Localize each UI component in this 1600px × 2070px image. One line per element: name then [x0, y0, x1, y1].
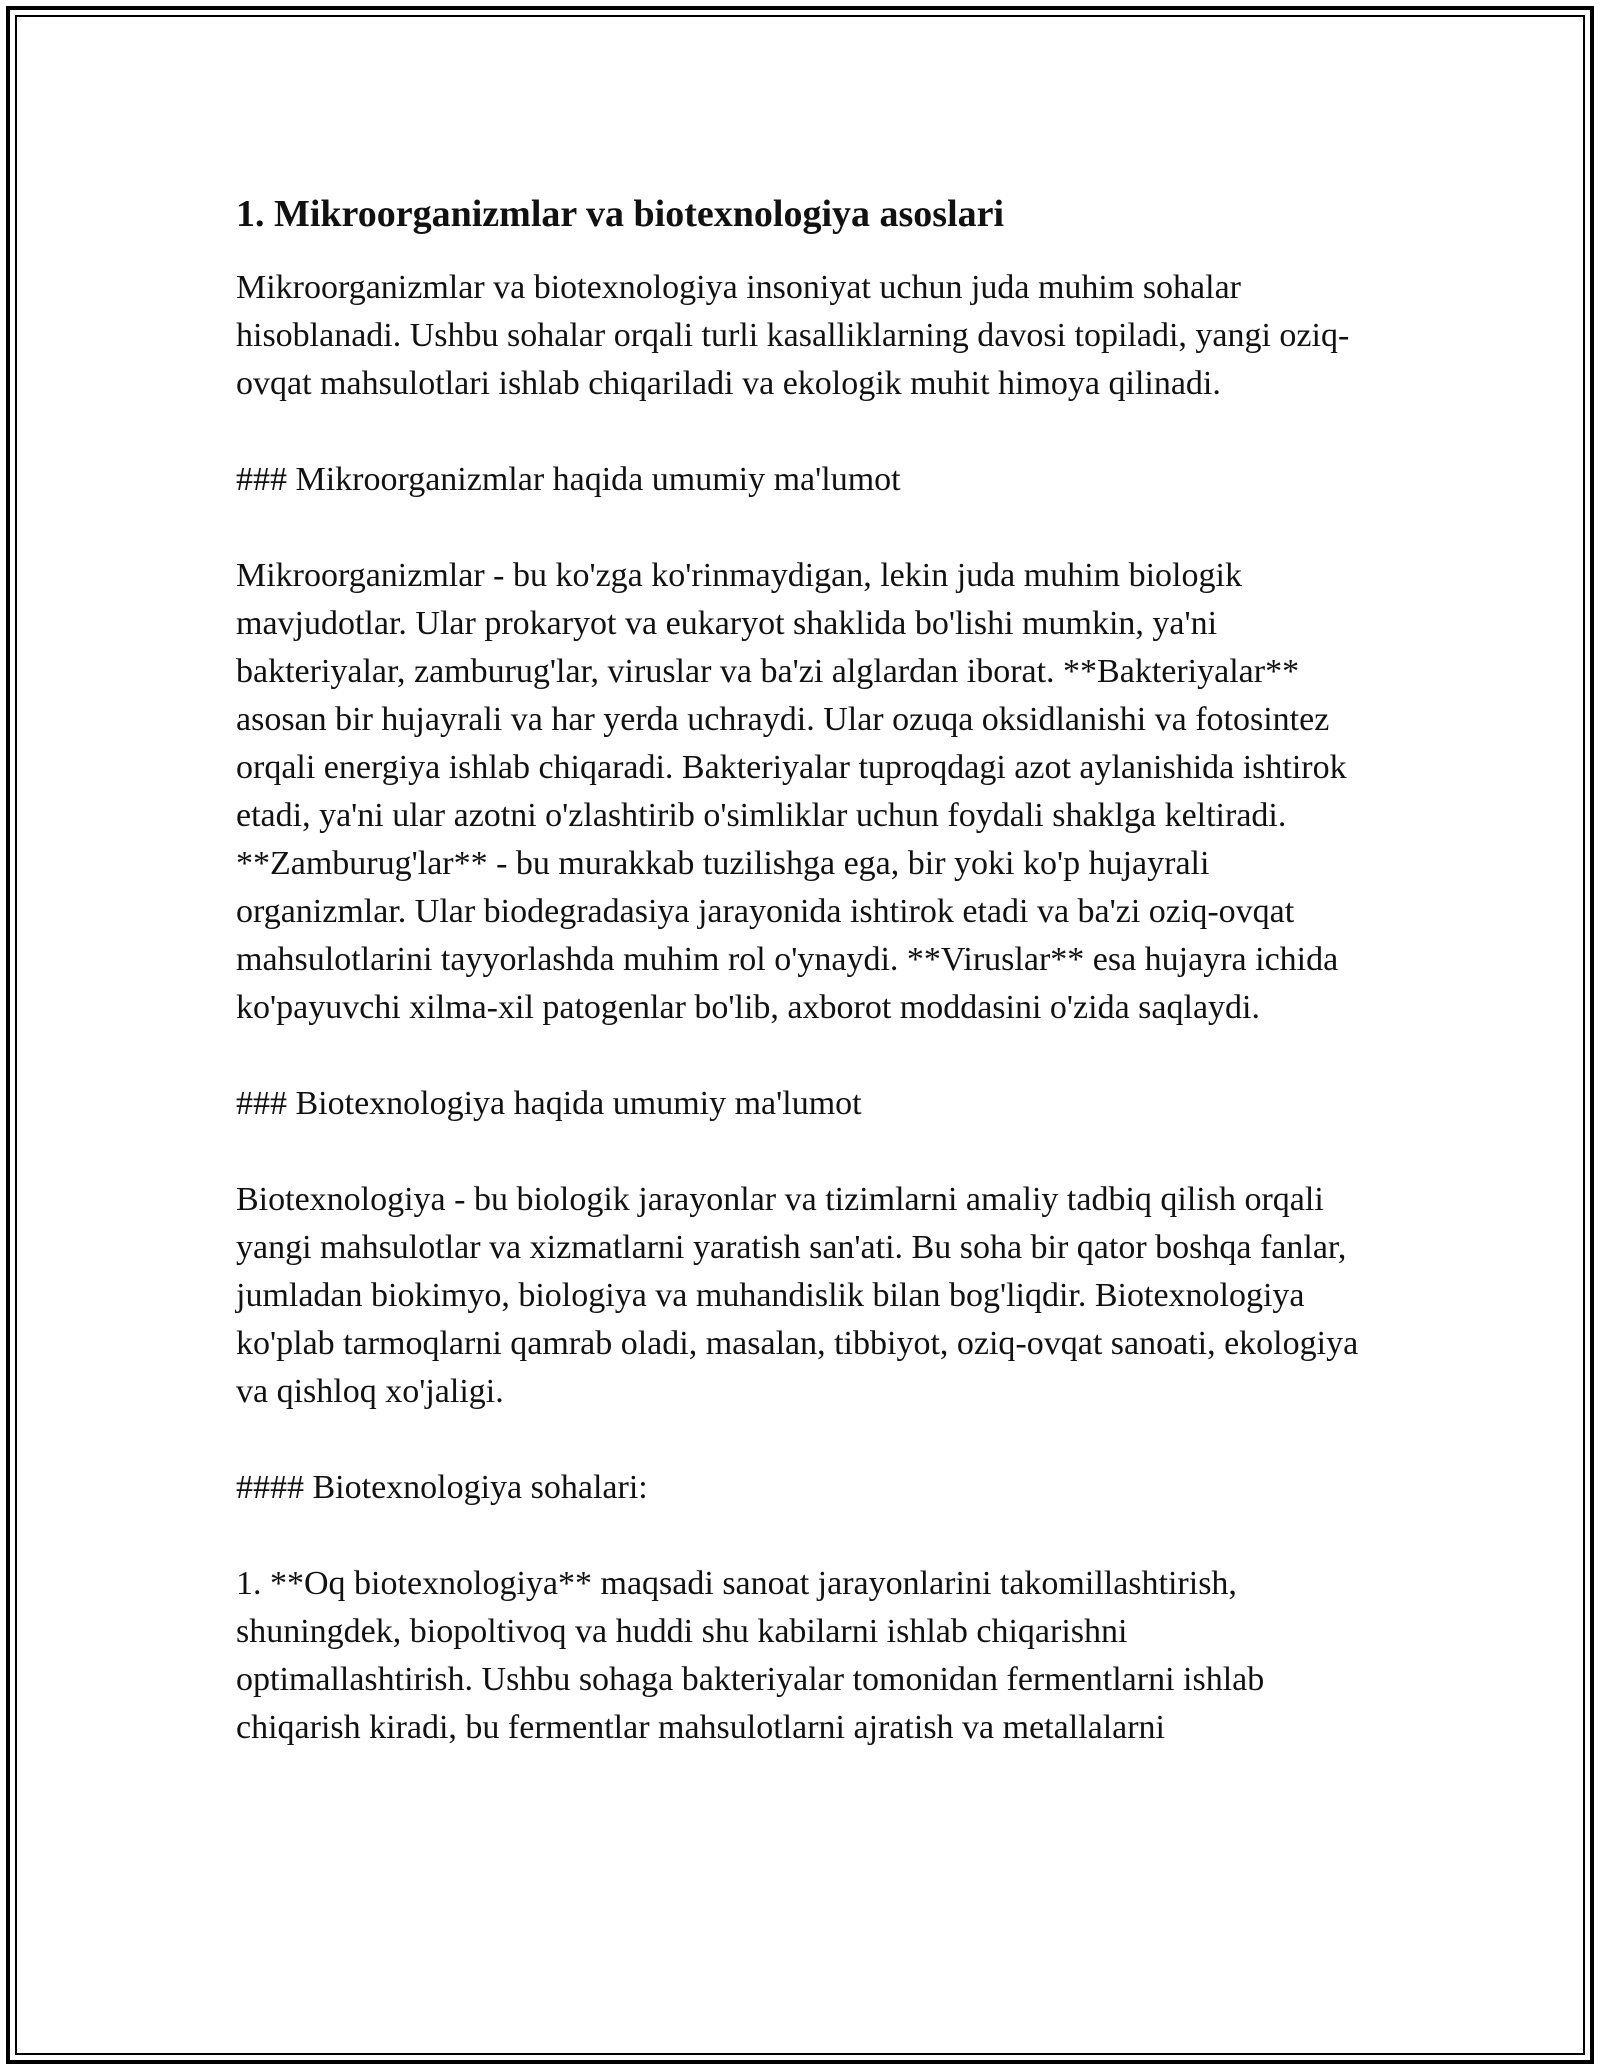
microorganisms-paragraph: Mikroorganizmlar - bu ko'zga ko'rinmaydigan, lekin juda muhim biologik mavjudotlar. Ular prokaryot va eukaryot shaklida bo'lishi mumkin, ya'ni bakteriyalar, zamburug'lar, viruslar va ba'zi alglardan iborat. **Bakteriyalar** asosan bir hujayrali va har yerda uchraydi. Ular ozuqa oksidlanishi va fotosintez orqali energiya ishlab chiqaradi. Bakteriyalar tuproqdagi azot aylanishida ishtirok etadi, ya'ni ular azotni o'zlashtirib o'simliklar uchun foydali shaklga keltiradi. **Zamburug'lar** - bu murakkab tuzilishga ega, bir yoki ko'p hujayrali organizmlar. Ular biodegradasiya jarayonida ishtirok etadi va ba'zi oziq-ovqat mahsulotlarini tayyorlashda muhim rol o'ynaydi. **Viruslar** esa hujayra ichida ko'payuvchi xilma-xil patogenlar bo'lib, axborot moddasini o'zida saqlaydi.: [236, 557, 1347, 1026]
list-item-white-biotech: 1. **Oq biotexnologiya** maqsadi sanoat jarayonlarini takomillashtirish, shuningdek, biopoltivoq va huddi shu kabilarni ishlab chiqarishni optimallashtirish. Ushbu sohaga bakteriyalar tomonidan fermentlarni ishlab chiqarish kiradi, bu fermentlar mahsulotlarni ajratish va metallalarni: [236, 1565, 1265, 1746]
section-heading-microorganisms: ### Mikroorganizmlar haqida umumiy ma'lumot: [236, 461, 901, 498]
spacer: [236, 504, 1366, 552]
spacer: [236, 408, 1366, 456]
biotechnology-paragraph: Biotexnologiya - bu biologik jarayonlar va tizimlarni amaliy tadbiq qilish orqali yangi mahsulotlar va xizmatlarni yaratish san'ati. Bu soha bir qator boshqa fanlar, jumladan biokimyo, biologiya va muhandislik bilan bog'liqdir. Biotexnologiya ko'plab tarmoqlarni qamrab oladi, masalan, tibbiyot, oziq-ovqat sanoati, ekologiya va qishloq xo'jaligi.: [236, 1181, 1359, 1410]
intro-paragraph: Mikroorganizmlar va biotexnologiya insoniyat uchun juda muhim sohalar hisoblanadi. Ushbu sohalar orqali turli kasalliklarning davosi topiladi, yangi oziq-ovqat mahsulotlari ishlab chiqariladi va ekologik muhit himoya qilinadi.: [236, 269, 1350, 402]
section-heading-biotechnology: ### Biotexnologiya haqida umumiy ma'lumot: [236, 1085, 862, 1122]
subheading-biotech-fields: #### Biotexnologiya sohalari:: [236, 1469, 648, 1506]
spacer: [236, 1032, 1366, 1080]
spacer: [236, 1128, 1366, 1176]
spacer: [236, 1512, 1366, 1560]
document-title: 1. Mikroorganizmlar va biotexnologiya asoslari: [236, 193, 1005, 235]
document-body: [236, 190, 1366, 1752]
spacer: [236, 1416, 1366, 1464]
